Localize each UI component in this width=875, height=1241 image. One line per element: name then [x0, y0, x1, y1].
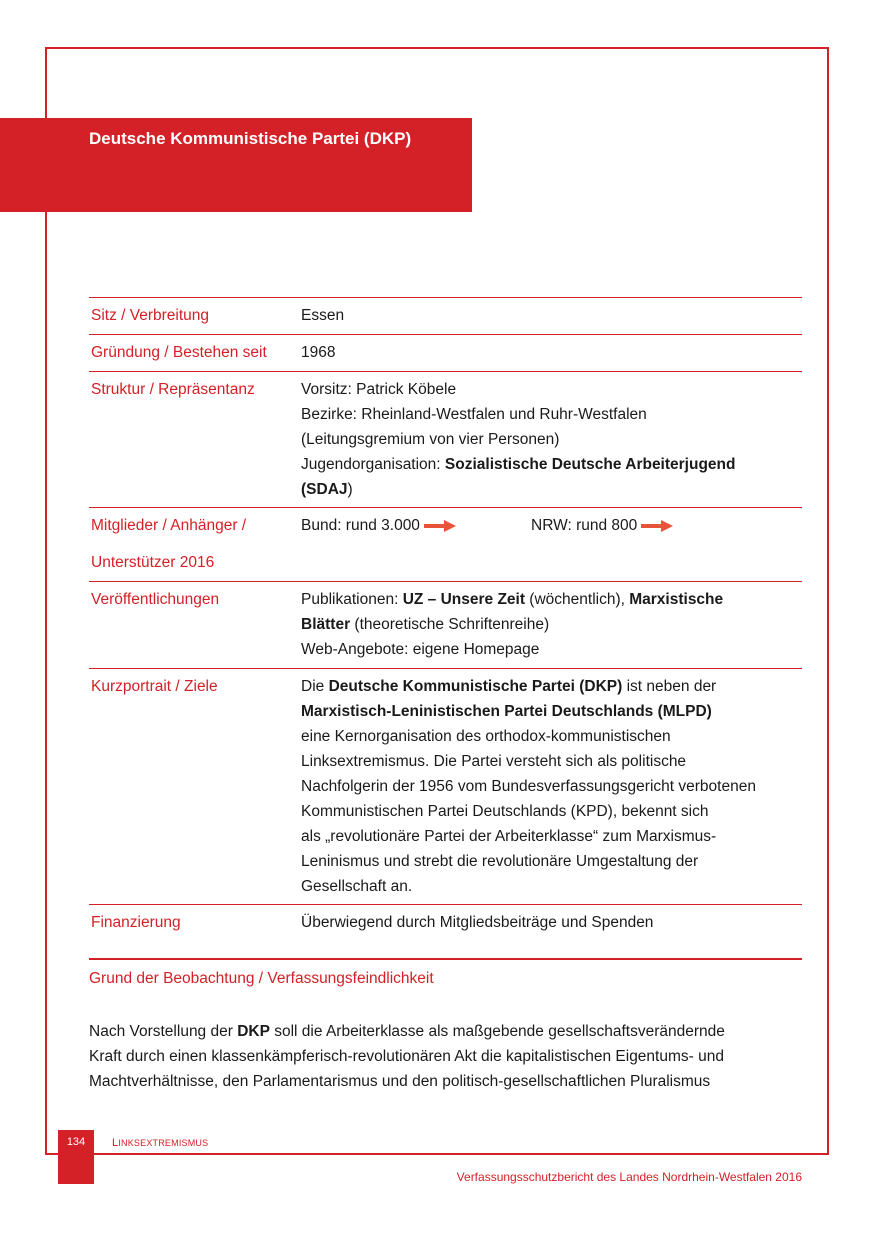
page-number-block	[58, 1130, 94, 1184]
title-banner	[0, 118, 472, 212]
section-paragraph	[89, 1019, 801, 1094]
frame-right-border	[827, 47, 829, 1155]
struktur-youth-line-2: (SDAJ)	[301, 481, 353, 498]
portrait-line: Leninismus und strebt die revolutionäre Umgestaltung der	[301, 853, 699, 870]
frame-top-border	[45, 47, 829, 49]
row-label-sitz: Sitz / Verbreitung	[91, 307, 210, 324]
table-rule-bottom	[89, 958, 802, 960]
arrow-right-icon	[641, 520, 673, 532]
table-rule	[89, 581, 802, 582]
paragraph-line: Machtverhältnisse, den Parlamentarismus und den politisch-gesellschaftlichen Pluralismus	[89, 1073, 711, 1090]
members-nrw: NRW: rund 800	[531, 513, 731, 538]
row-label-mitglieder-1: Mitglieder / Anhänger /	[91, 517, 247, 534]
table-rule	[89, 371, 802, 372]
row-value-kurzportrait	[301, 674, 801, 899]
frame-bottom-border	[45, 1153, 829, 1155]
portrait-line: Linksextremismus. Die Partei versteht sich als politische	[301, 753, 687, 770]
chapter-label: LINKSEXTREMISMUS	[112, 1137, 209, 1149]
portrait-line: Marxistisch-Leninistischen Partei Deutschlands (MLPD)	[301, 703, 712, 720]
pub-line-2: Blätter (theoretische Schriftenreihe)	[301, 616, 550, 633]
page-number: 134	[66, 1136, 86, 1148]
paragraph-line: Kraft durch einen klassenkämpferisch-revolutionären Akt die kapitalistischen Eigentums- und	[89, 1048, 724, 1065]
row-value-struktur	[301, 377, 801, 502]
struktur-line: Vorsitz: Patrick Köbele	[301, 381, 457, 398]
report-title-footer: Verfassungsschutzbericht des Landes Nordrhein-Westfalen 2016	[456, 1170, 802, 1184]
pub-line-1: Publikationen: UZ – Unsere Zeit (wöchentlich), Marxistische	[301, 591, 724, 608]
portrait-line: Die Deutsche Kommunistische Partei (DKP) ist neben der	[301, 678, 717, 695]
members-bund: Bund: rund 3.000	[301, 513, 521, 538]
table-rule	[89, 297, 802, 298]
table-rule	[89, 334, 802, 335]
row-value-veroeffentlichungen	[301, 587, 801, 662]
portrait-line: Gesellschaft an.	[301, 878, 413, 895]
page-title: Deutsche Kommunistische Partei (DKP)	[89, 129, 412, 148]
row-label-kurzportrait: Kurzportrait / Ziele	[91, 678, 218, 695]
section-title: Grund der Beobachtung / Verfassungsfeindlichkeit	[89, 970, 434, 987]
table-rule	[89, 904, 802, 905]
arrow-right-icon	[424, 520, 456, 532]
row-value-sitz: Essen	[301, 307, 345, 324]
paragraph-line: Nach Vorstellung der DKP soll die Arbeiterklasse als maßgebende gesellschaftsverändernde	[89, 1023, 725, 1040]
row-label-finanzierung: Finanzierung	[91, 914, 181, 931]
portrait-line: eine Kernorganisation des orthodox-kommunistischen	[301, 728, 671, 745]
pub-web-line: Web-Angebote: eigene Homepage	[301, 641, 540, 658]
portrait-line: Nachfolgerin der 1956 vom Bundesverfassungsgericht verbotenen	[301, 778, 756, 795]
struktur-line: Bezirke: Rheinland-Westfalen und Ruhr-Westfalen	[301, 406, 647, 423]
row-label-gruendung: Gründung / Bestehen seit	[91, 344, 267, 361]
row-value-finanzierung: Überwiegend durch Mitgliedsbeiträge und Spenden	[301, 914, 654, 931]
table-rule	[89, 668, 802, 669]
frame-left-border	[45, 47, 47, 1155]
row-label-mitglieder-2: Unterstützer 2016	[91, 554, 215, 571]
row-value-gruendung: 1968	[301, 344, 336, 361]
struktur-youth-line: Jugendorganisation: Sozialistische Deutsche Arbeiterjugend	[301, 456, 736, 473]
table-rule	[89, 507, 802, 508]
portrait-line: als „revolutionäre Partei der Arbeiterklasse“ zum Marxismus-	[301, 828, 717, 845]
row-label-struktur: Struktur / Repräsentanz	[91, 381, 255, 398]
struktur-line: (Leitungsgremium von vier Personen)	[301, 431, 560, 448]
portrait-line: Kommunistischen Partei Deutschlands (KPD), bekennt sich	[301, 803, 709, 820]
row-label-veroeffentlichungen: Veröffentlichungen	[91, 591, 220, 608]
